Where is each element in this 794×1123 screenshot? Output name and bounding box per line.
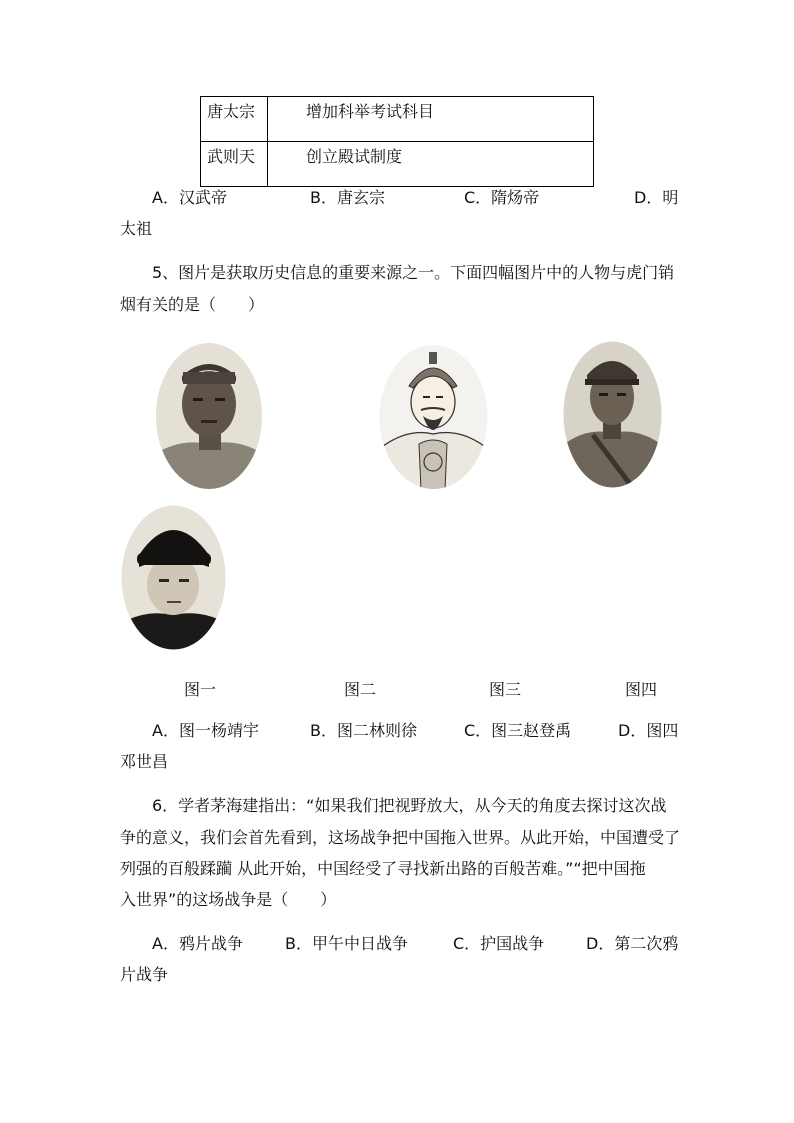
caption-figure-4: 图四: [625, 680, 658, 699]
reign-table: [200, 96, 594, 187]
ruler-name: 武则天: [201, 142, 268, 187]
table-row: [201, 142, 594, 187]
q5-option-a: A．图一杨靖宇: [152, 721, 259, 740]
q6-option-a: A．鸦片战争: [152, 934, 243, 953]
ruler-achievement: 增加科举考试科目: [268, 97, 594, 142]
portrait-figure-2: [379, 344, 488, 490]
q5-option-c: C．图三赵登禹: [464, 721, 572, 740]
q5-option-d: D．图四: [618, 721, 679, 740]
table-row: [201, 97, 594, 142]
ruler-name: 唐太宗: [201, 97, 268, 142]
q6-question-line4: 入世界”的这场战争是（ ）: [120, 890, 337, 909]
q6-option-c: C．护国战争: [453, 934, 545, 953]
q4-option-a: A．汉武帝: [152, 188, 227, 207]
portrait-figure-4: [121, 505, 226, 650]
q6-question-line3: 列强的百般蹂躏 从此开始，中国经受了寻找新出路的百般苦难。”“把中国拖: [120, 859, 646, 878]
q6-option-d: D．第二次鸦: [586, 934, 679, 953]
caption-figure-3: 图三: [489, 680, 522, 699]
q5-option-d-wrap: 邓世昌: [120, 752, 169, 771]
caption-figure-2: 图二: [344, 680, 377, 699]
q5-question-line1: 5、图片是获取历史信息的重要来源之一。下面四幅图片中的人物与虎门销: [152, 263, 675, 282]
caption-figure-1: 图一: [184, 680, 217, 699]
q6-option-b: B．甲午中日战争: [285, 934, 408, 953]
portrait-figure-1: [155, 342, 263, 490]
q6-option-d-wrap: 片战争: [120, 965, 169, 984]
q5-option-b: B．图二林则徐: [310, 721, 417, 740]
q6-question-line1: 6．学者茅海建指出：“如果我们把视野放大，从今天的角度去探讨这次战: [152, 796, 667, 815]
q4-option-b: B．唐玄宗: [310, 188, 385, 207]
q6-question-line2: 争的意义，我们会首先看到，这场战争把中国拖入世界。从此开始，中国遭受了: [120, 828, 681, 847]
ruler-achievement: 创立殿试制度: [268, 142, 594, 187]
q4-option-c: C．隋炀帝: [464, 188, 540, 207]
q5-question-line2: 烟有关的是（ ）: [120, 295, 265, 314]
portrait-figure-3: [563, 341, 662, 488]
q4-option-d-wrap: 太祖: [120, 219, 153, 238]
q4-option-d: D．明: [634, 188, 679, 207]
